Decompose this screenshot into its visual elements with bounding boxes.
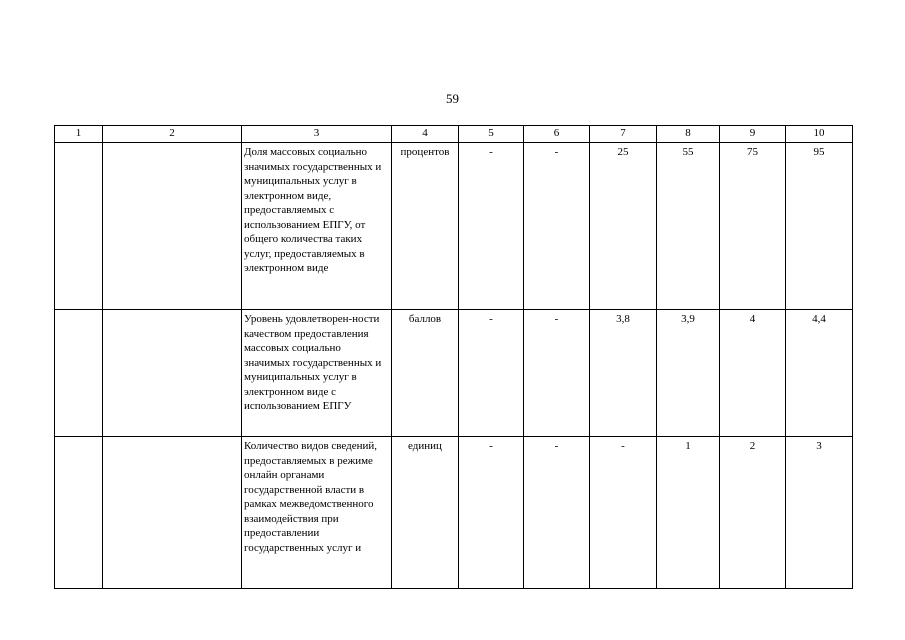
page-number: 59: [446, 91, 459, 106]
value-cell: 95: [786, 143, 853, 310]
table-row: [55, 310, 853, 437]
value-cell: -: [459, 437, 524, 589]
table-cell: [103, 143, 242, 310]
unit-cell: процентов: [392, 143, 459, 310]
unit-cell: баллов: [392, 310, 459, 437]
value-cell: -: [459, 143, 524, 310]
value-cell: 2: [720, 437, 786, 589]
value-cell: 1: [657, 437, 720, 589]
column-header: 8: [657, 126, 720, 143]
table-cell: [103, 310, 242, 437]
table-row: [55, 437, 853, 589]
value-cell: 75: [720, 143, 786, 310]
value-cell: 25: [590, 143, 657, 310]
value-cell: -: [590, 437, 657, 589]
table-cell: [103, 437, 242, 589]
column-header: 7: [590, 126, 657, 143]
value-cell: -: [524, 143, 590, 310]
column-header: 2: [103, 126, 242, 143]
table-cell: [55, 437, 103, 589]
value-cell: 3,8: [590, 310, 657, 437]
unit-cell: единиц: [392, 437, 459, 589]
value-cell: 4: [720, 310, 786, 437]
table-row: [55, 143, 853, 310]
column-header: 10: [786, 126, 853, 143]
table-header-row: [55, 126, 853, 143]
indicator-description: Количество видов сведений, предоставляемых в режиме онлайн органами государственной власти в рамках межведомственного взаимодействия при предоставлении государственных услуг и: [242, 437, 392, 589]
indicators-table: [54, 125, 853, 589]
table-cell: [55, 310, 103, 437]
table-cell: [55, 143, 103, 310]
indicator-description: Уровень удовлетворен-ности качеством предоставления массовых социально значимых государственных и муниципальных услуг в электронном виде с использованием ЕПГУ: [242, 310, 392, 437]
column-header: 1: [55, 126, 103, 143]
value-cell: 4,4: [786, 310, 853, 437]
column-header: 6: [524, 126, 590, 143]
column-header: 4: [392, 126, 459, 143]
column-header: 3: [242, 126, 392, 143]
value-cell: -: [459, 310, 524, 437]
indicator-description: Доля массовых социально значимых государственных и муниципальных услуг в электронном виде, предоставляемых с использованием ЕПГУ, от общего количества таких услуг, предоставляемых в электронном виде: [242, 143, 392, 310]
column-header: 5: [459, 126, 524, 143]
value-cell: 3: [786, 437, 853, 589]
value-cell: 3,9: [657, 310, 720, 437]
value-cell: -: [524, 437, 590, 589]
value-cell: 55: [657, 143, 720, 310]
value-cell: -: [524, 310, 590, 437]
column-header: 9: [720, 126, 786, 143]
